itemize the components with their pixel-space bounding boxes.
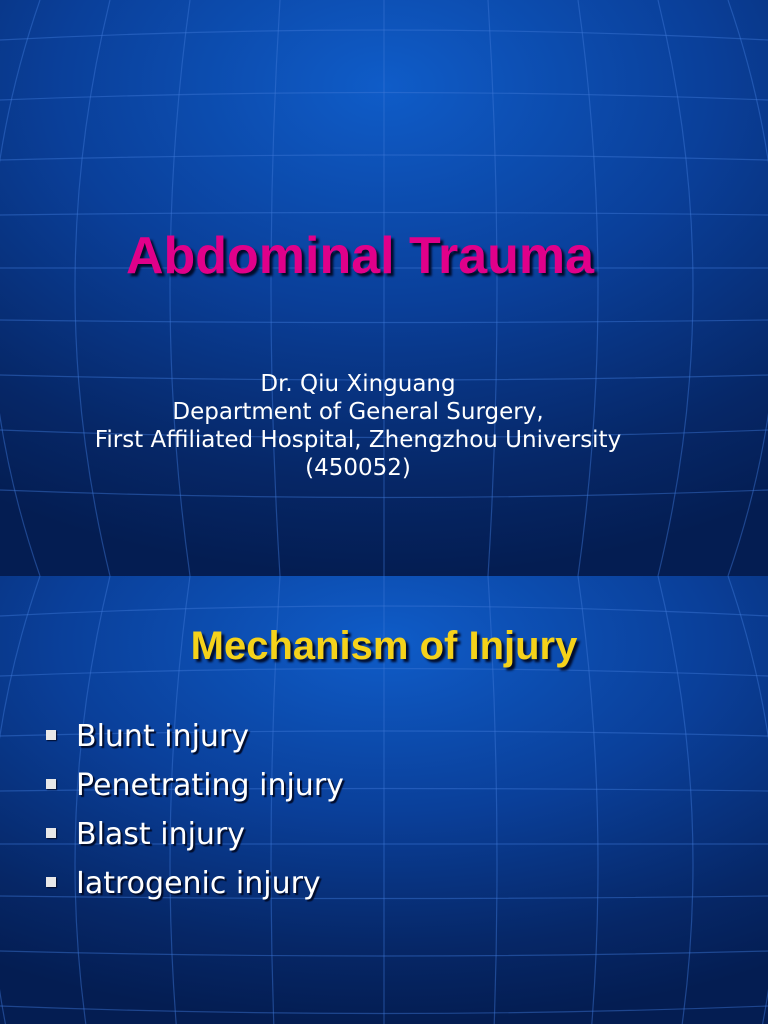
- list-item: [46, 861, 344, 910]
- bullet-text: Penetrating injury: [76, 768, 344, 803]
- square-bullet-icon: [46, 877, 56, 887]
- slide-title: Abdominal Trauma: [125, 227, 595, 285]
- slide-title: Mechanism of Injury: [190, 624, 578, 668]
- hospital-line: First Affiliated Hospital, Zhengzhou University: [94, 427, 622, 453]
- bullet-list: [46, 714, 344, 910]
- list-item: [46, 812, 344, 861]
- bullet-text: Iatrogenic injury: [76, 866, 321, 901]
- postcode-line: (450052): [305, 455, 411, 481]
- slide-subtitle: [0, 370, 716, 482]
- square-bullet-icon: [46, 828, 56, 838]
- list-item: [46, 763, 344, 812]
- bullet-text: Blunt injury: [76, 719, 250, 754]
- square-bullet-icon: [46, 779, 56, 789]
- department-line: Department of General Surgery,: [172, 399, 544, 425]
- author-line: Dr. Qiu Xinguang: [260, 371, 456, 397]
- square-bullet-icon: [46, 730, 56, 740]
- list-item: [46, 714, 344, 763]
- bullet-text: Blast injury: [76, 817, 246, 852]
